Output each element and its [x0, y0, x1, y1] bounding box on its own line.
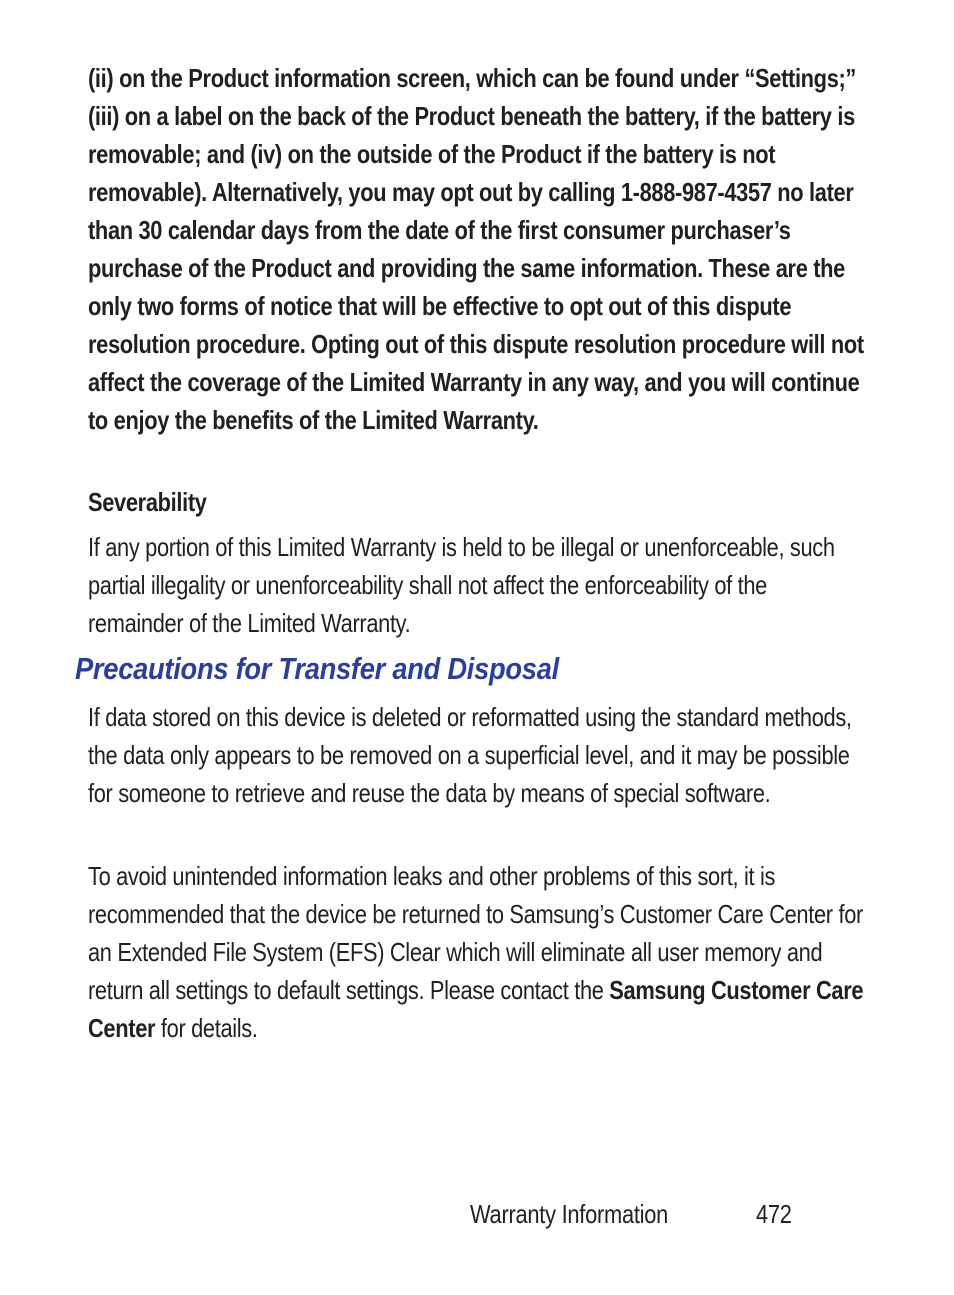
efs-clear-paragraph — [88, 857, 868, 1047]
section-heading: Precautions for Transfer and Disposal — [75, 651, 559, 686]
severability-paragraph: If any portion of this Limited Warranty is held to be illegal or unenforceable, such partial illegality or unenforceability shall not affect the enforceability of the remainder of the Limited Warranty. — [88, 532, 835, 638]
efs-clear-text-start: To avoid unintended information leaks and other problems of this sort, it is recommended that the device be returned to Samsung’s Customer Care Center for an Extended File System (EFS) Clear which will eliminate all user memory and return all settings to default settings. Please contact the — [88, 861, 863, 1005]
data-removal-paragraph: If data stored on this device is deleted or reformatted using the standard methods, the data only appears to be removed on a superficial level, and it may be possible for someone to retrieve and reuse the data by means of special software. — [88, 702, 852, 808]
efs-clear-text-end: for details. — [155, 1013, 258, 1043]
footer-page-number: 472 — [756, 1199, 792, 1229]
footer-section-name: Warranty Information — [470, 1199, 669, 1229]
opt-out-paragraph: (ii) on the Product information screen, which can be found under “Settings;” (iii) on a label on the back of the Product beneath the battery, if the battery is removable; and (iv) on the outside of the Product if the battery is not removable). Alternatively, you may opt out by calling 1-888-987-4357 no later than 30 calendar days from the date of the first consumer purchaser’s purchase of the Product and providing the same information. These are the only two forms of notice that will be effective to opt out of this dispute resolution procedure. Opting out of this dispute resolution procedure will not affect the coverage of the Limited Warranty in any way, and you will continue to enjoy the benefits of the Limited Warranty. — [88, 63, 864, 435]
customer-care-center-name: Samsung Customer Care Center — [88, 975, 864, 1043]
severability-heading: Severability — [88, 487, 207, 517]
